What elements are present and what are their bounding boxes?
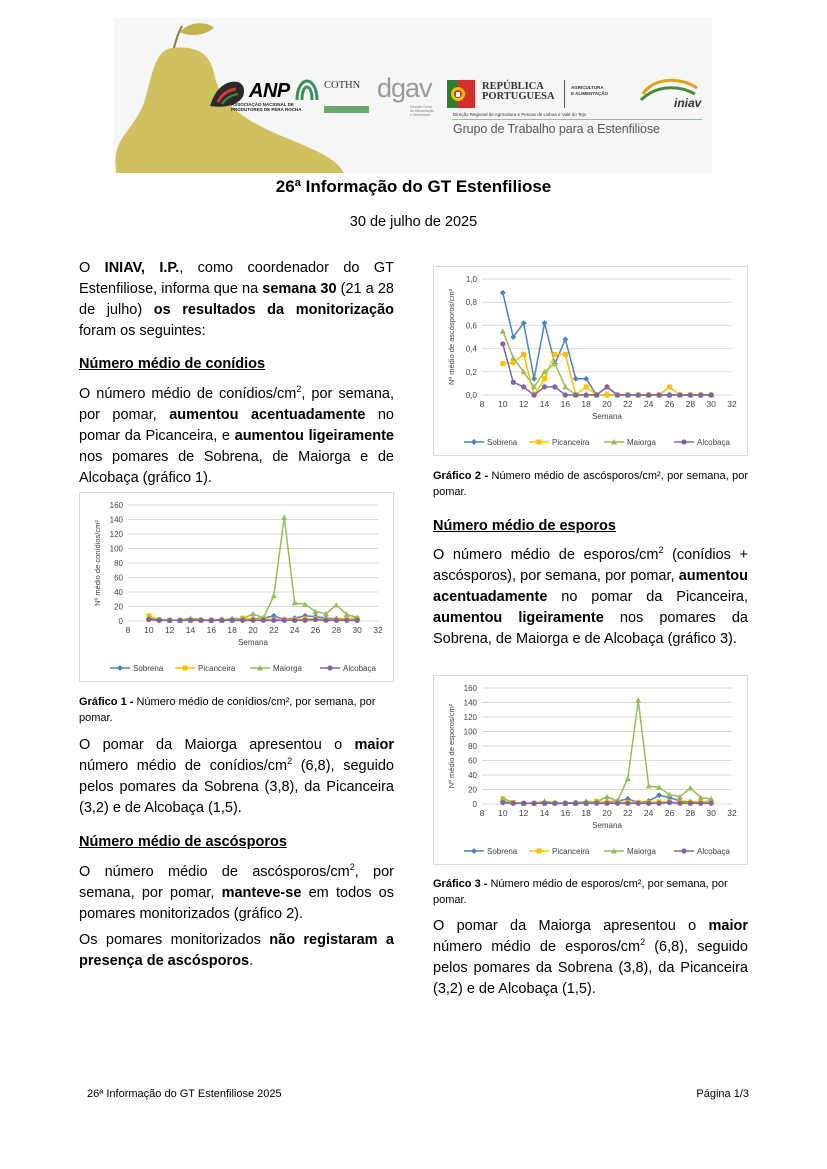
data-point <box>563 352 568 357</box>
data-point <box>510 355 516 361</box>
data-point <box>636 392 641 397</box>
dgav-logo-subtitle: Direção Geral de Alimentação e Veterinária <box>410 105 434 117</box>
data-point <box>188 618 193 623</box>
data-point <box>146 617 151 622</box>
x-tick-label: 10 <box>498 808 508 818</box>
legend-label: Picanceira <box>198 664 236 673</box>
data-point <box>563 801 568 806</box>
y-tick-label: 100 <box>463 727 477 737</box>
y-tick-label: 40 <box>468 771 477 780</box>
chart-1-svg <box>80 493 395 683</box>
chart-1-caption: Gráfico 1 - Número médio de conídios/cm², por semana, por pomar. <box>79 696 376 724</box>
data-point <box>177 618 182 623</box>
y-tick-label: 80 <box>468 742 477 751</box>
data-point <box>667 800 672 805</box>
data-point <box>677 801 682 806</box>
data-point <box>511 801 516 806</box>
y-tick-label: 80 <box>114 559 123 568</box>
banner-caption: Grupo de Trabalho para a Estenfiliose <box>453 122 660 136</box>
chart-3 <box>433 675 748 865</box>
x-tick-label: 18 <box>227 625 237 635</box>
series-line-maiorga <box>149 517 357 620</box>
y-tick-label: 0,0 <box>465 391 477 400</box>
data-point <box>615 801 620 806</box>
legend-label: Alcobaça <box>697 847 730 856</box>
x-tick-label: 24 <box>289 625 300 635</box>
data-point <box>584 801 589 806</box>
data-point <box>500 361 505 366</box>
data-point <box>625 776 631 782</box>
legend-label: Sobrena <box>487 847 518 856</box>
anp-logo-subtitle: ASSOCIAÇÃO NACIONAL DE PRODUTORES DE PERA ROCHA <box>231 102 302 112</box>
legend-marker <box>681 439 686 444</box>
x-tick-label: 26 <box>310 625 321 635</box>
data-point <box>271 618 276 623</box>
x-axis-title: Semana <box>238 638 268 647</box>
data-point <box>302 618 307 623</box>
y-tick-label: 0 <box>118 617 123 626</box>
republica-line2: PORTUGUESA <box>482 91 555 102</box>
conidios-paragraph: O número médio de conídios/$cm^2$, por semana, por pomar, aumentou acentuadamente no pomar da Picanceira, e aumentou ligeiramente nos pomares de Sobrena, de Maiorga e de Alcobaça (gráfico 1). <box>79 384 394 486</box>
y-tick-label: 20 <box>114 602 123 612</box>
y-tick-label: 0,6 <box>465 321 477 331</box>
x-tick-label: 30 <box>706 399 716 409</box>
x-tick-label: 12 <box>164 625 175 635</box>
intro-paragraph: O INIAV, I.P., como coordenador do GT Estenfiliose, informa que na semana 30 (21 a 28 de julho) os resultados da monitorização foram os seguintes: <box>79 260 394 339</box>
data-point <box>636 801 641 806</box>
page-title: 26ª Informação do GT Estenfiliose <box>275 177 552 196</box>
x-tick-label: 14 <box>539 808 550 818</box>
data-point <box>198 618 203 623</box>
x-tick-label: 14 <box>185 625 196 635</box>
x-tick-label: 8 <box>479 399 485 409</box>
data-point <box>500 290 506 296</box>
page-date: 30 de julho de 2025 <box>349 214 478 230</box>
data-point <box>282 618 287 623</box>
x-tick-label: 10 <box>498 399 508 409</box>
y-tick-label: 120 <box>109 530 123 539</box>
data-point <box>552 384 557 389</box>
x-tick-label: 32 <box>727 808 737 818</box>
legend-marker <box>537 440 542 445</box>
data-point <box>500 800 505 805</box>
data-point <box>323 618 328 623</box>
x-tick-label: 10 <box>144 625 154 635</box>
data-point <box>167 618 172 623</box>
data-point <box>511 380 516 385</box>
maiorga-conidios-paragraph: O pomar da Maiorga apresentou o maior número médio de conídios/$cm^2$ (6,8), seguido pelos pomares da Sobrena (3,8), da Picanceira (3,2) e de Alcobaça (1,5). <box>79 737 394 816</box>
data-point <box>562 336 568 342</box>
data-point <box>563 392 568 397</box>
legend-marker <box>537 849 542 854</box>
y-tick-label: 160 <box>463 684 477 693</box>
data-point <box>542 376 547 381</box>
data-point <box>604 384 609 389</box>
x-tick-label: 16 <box>206 625 217 635</box>
data-point <box>584 384 589 389</box>
x-tick-label: 30 <box>352 625 362 635</box>
x-tick-label: 8 <box>125 625 131 635</box>
chart-2 <box>433 266 748 456</box>
banner-rule <box>452 119 702 120</box>
data-point <box>709 392 714 397</box>
republica-line1: REPÚBLICA <box>482 81 544 92</box>
x-tick-label: 24 <box>643 399 654 409</box>
data-point <box>698 801 703 806</box>
conidios-heading: Número médio de conídios <box>79 356 266 372</box>
anp-logo-text: ANP <box>249 80 290 102</box>
x-tick-label: 24 <box>643 808 654 818</box>
data-point <box>656 392 661 397</box>
x-tick-label: 28 <box>685 808 696 818</box>
y-tick-label: 100 <box>109 544 123 554</box>
ascosporos-paragraph: O número médio de ascósporos/$cm^2$, por semana, por pomar, manteve-se em todos os pomares monitorizados (gráfico 2). <box>79 862 395 922</box>
data-point <box>281 514 287 520</box>
header-banner <box>114 18 712 173</box>
y-tick-label: 0 <box>472 800 477 809</box>
agricultura-line1: AGRICULTURA <box>571 85 604 90</box>
data-point <box>562 384 568 390</box>
data-point <box>573 392 578 397</box>
y-axis-title: Nº médio de conídios/cm² <box>93 520 102 606</box>
y-tick-label: 1,0 <box>465 275 477 284</box>
data-point <box>656 792 662 798</box>
data-point <box>688 801 693 806</box>
data-point <box>521 801 526 806</box>
data-point <box>313 617 318 622</box>
nao-registaram-paragraph: Os pomares monitorizados não registaram a presença de ascósporos. <box>79 932 394 969</box>
data-point <box>594 392 599 397</box>
cothn-logo-strip <box>324 106 369 113</box>
legend-marker <box>327 665 332 670</box>
y-tick-label: 0,8 <box>465 298 477 308</box>
legend-marker <box>681 848 686 853</box>
legend-label: Maiorga <box>627 438 656 447</box>
data-point <box>334 618 339 623</box>
y-tick-label: 20 <box>468 785 477 795</box>
chart-2-svg <box>434 267 749 457</box>
legend-label: Alcobaça <box>343 664 376 673</box>
data-point <box>594 801 599 806</box>
data-point <box>573 376 579 382</box>
y-axis-title: Nº médio de ascósporos/cm² <box>447 288 456 386</box>
legend-label: Sobrena <box>487 438 518 447</box>
x-tick-label: 22 <box>623 399 633 409</box>
x-tick-label: 26 <box>664 808 675 818</box>
y-tick-label: 0,2 <box>465 367 477 377</box>
x-tick-label: 18 <box>581 808 591 818</box>
data-point <box>219 618 224 623</box>
direcao-regional-text: Direção Regional de Agricultura e Pescas de Lisboa e Vale do Tejo <box>453 112 587 117</box>
legend-label: Picanceira <box>552 438 590 447</box>
x-axis-title: Semana <box>592 821 622 830</box>
data-point <box>604 794 610 800</box>
y-tick-label: 60 <box>114 573 123 583</box>
data-point <box>333 602 339 608</box>
agricultura-line2: E ALIMENTAÇÃO <box>571 91 608 96</box>
data-point <box>605 393 610 398</box>
portugal-coat-of-arms-icon <box>447 80 475 108</box>
data-point <box>625 392 630 397</box>
data-point <box>709 801 714 806</box>
data-point <box>521 384 526 389</box>
data-point <box>573 801 578 806</box>
y-axis-title: Nº médio de esporos/cm² <box>447 703 456 789</box>
x-tick-label: 26 <box>664 399 675 409</box>
data-point <box>157 618 162 623</box>
data-point <box>250 611 256 617</box>
x-tick-label: 30 <box>706 808 716 818</box>
data-point <box>656 801 661 806</box>
cothn-logo-text: COTHN <box>324 80 361 91</box>
y-tick-label: 140 <box>463 698 477 708</box>
y-tick-label: 40 <box>114 588 123 597</box>
x-tick-label: 18 <box>581 399 591 409</box>
data-point <box>500 328 506 334</box>
data-point <box>355 618 360 623</box>
republica-portuguesa-text <box>482 82 555 102</box>
x-tick-label: 22 <box>269 625 279 635</box>
data-point <box>531 376 537 382</box>
agricultura-text <box>571 85 608 97</box>
x-tick-label: 32 <box>373 625 383 635</box>
data-point <box>261 618 266 623</box>
data-point <box>230 618 235 623</box>
x-tick-label: 28 <box>685 399 696 409</box>
x-tick-label: 16 <box>560 808 571 818</box>
footer-page-number: Página 1/3 <box>696 1088 749 1100</box>
series-line-maiorga <box>503 700 711 803</box>
x-tick-label: 20 <box>248 625 258 635</box>
x-tick-label: 20 <box>602 399 612 409</box>
legend-label: Sobrena <box>133 664 164 673</box>
data-point <box>531 801 536 806</box>
esporos-heading: Número médio de esporos <box>433 518 616 534</box>
data-point <box>552 352 557 357</box>
data-point <box>552 801 557 806</box>
data-point <box>209 618 214 623</box>
cothn-logo-icon <box>294 78 320 104</box>
y-tick-label: 0,4 <box>465 344 477 354</box>
legend-marker <box>471 439 477 445</box>
legend-label: Picanceira <box>552 847 590 856</box>
y-tick-label: 140 <box>109 515 123 525</box>
data-point <box>542 384 547 389</box>
data-point <box>344 618 349 623</box>
y-tick-label: 160 <box>109 501 123 510</box>
data-point <box>500 341 505 346</box>
data-point <box>584 392 589 397</box>
esporos-paragraph: O número médio de esporos/$cm^2$ (conídios + ascósporos), por semana, por pomar, aumentou acentuadamente no pomar da Picanceira, aumentou ligeiramente nos pomares da Sobrena, de Maiorga e de Alcobaça (gráfico 3). <box>433 545 748 647</box>
x-tick-label: 14 <box>539 399 550 409</box>
legend-marker <box>117 665 123 671</box>
data-point <box>646 392 651 397</box>
logo-divider <box>564 80 565 108</box>
data-point <box>521 352 526 357</box>
iniav-logo-text: iniav <box>674 96 702 110</box>
chart-3-caption: Gráfico 3 - Número médio de esporos/cm², por semana, por pomar. <box>433 878 728 906</box>
dgav-logo-text: dgav <box>377 73 432 103</box>
data-point <box>698 392 703 397</box>
x-tick-label: 12 <box>518 399 529 409</box>
data-point <box>635 697 641 703</box>
x-tick-label: 8 <box>479 808 485 818</box>
legend-label: Maiorga <box>273 664 302 673</box>
data-point <box>604 801 609 806</box>
data-point <box>667 392 672 397</box>
x-tick-label: 22 <box>623 808 633 818</box>
legend-label: Maiorga <box>627 847 656 856</box>
data-point <box>542 801 547 806</box>
data-point <box>531 392 536 397</box>
x-tick-label: 20 <box>602 808 612 818</box>
x-tick-label: 12 <box>518 808 529 818</box>
data-point <box>292 618 297 623</box>
data-point <box>240 618 245 623</box>
data-point <box>646 801 651 806</box>
chart-2-caption: Gráfico 2 - Número médio de ascósporos/cm², por semana, por pomar. <box>433 470 748 498</box>
y-tick-label: 60 <box>468 756 477 766</box>
x-tick-label: 28 <box>331 625 342 635</box>
maiorga-esporos-paragraph: O pomar da Maiorga apresentou o maior número médio de esporos/$cm^2$ (6,8), seguido pelos pomares da Sobrena (3,8), da Picanceira (3,2) e de Alcobaça (1,5). <box>433 918 748 997</box>
x-tick-label: 16 <box>560 399 571 409</box>
y-tick-label: 120 <box>463 713 477 722</box>
x-tick-label: 32 <box>727 399 737 409</box>
x-axis-title: Semana <box>592 412 622 421</box>
ascosporos-heading: Número médio de ascósporos <box>79 834 287 850</box>
data-point <box>667 384 672 389</box>
chart-1 <box>79 492 394 682</box>
legend-marker <box>183 666 188 671</box>
data-point <box>615 392 620 397</box>
footer-left: 26ª Informação do GT Estenfiliose 2025 <box>87 1088 282 1100</box>
data-point <box>271 593 277 599</box>
legend-marker <box>471 848 477 854</box>
chart-3-svg <box>434 676 749 866</box>
data-point <box>687 785 693 791</box>
data-point <box>250 618 255 623</box>
legend-label: Alcobaça <box>697 438 730 447</box>
data-point <box>688 392 693 397</box>
data-point <box>625 801 630 806</box>
data-point <box>677 392 682 397</box>
